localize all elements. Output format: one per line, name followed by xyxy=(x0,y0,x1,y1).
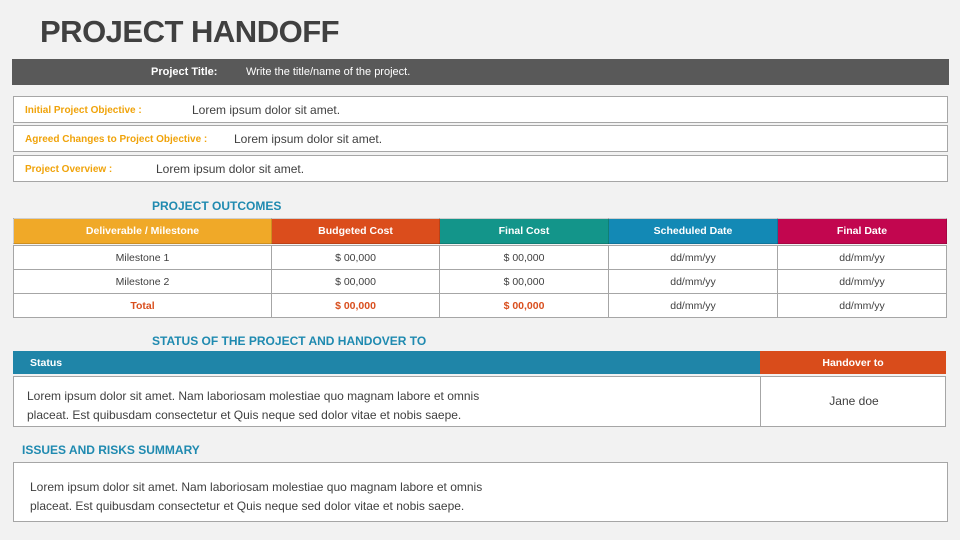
status-column-header: Status xyxy=(13,351,760,374)
project-overview-label: Project Overview : xyxy=(25,164,113,175)
status-text-line-1: Lorem ipsum dolor sit amet. Nam laboriosam molestiae quo magnam labore et omnis xyxy=(27,389,480,403)
cell-total-label: Total xyxy=(14,294,272,318)
status-header xyxy=(13,351,946,374)
project-title-bar xyxy=(12,59,949,85)
project-overview-value[interactable]: Lorem ipsum dolor sit amet. xyxy=(156,162,305,176)
cell-final-date[interactable]: dd/mm/yy xyxy=(778,246,947,270)
initial-objective-label: Initial Project Objective : xyxy=(25,105,142,116)
status-text-line-2: placeat. Est quibusdam consectetur et Quis neque sed dolor vitae et nobis saepe. xyxy=(27,408,462,422)
cell-final-date[interactable]: dd/mm/yy xyxy=(778,270,947,294)
cell-total-final-cost[interactable]: $ 00,000 xyxy=(440,294,609,318)
project-title-value[interactable]: Write the title/name of the project. xyxy=(246,66,411,78)
cell-budgeted-cost[interactable]: $ 00,000 xyxy=(272,270,440,294)
issues-text[interactable] xyxy=(30,478,590,516)
cell-budgeted-cost[interactable]: $ 00,000 xyxy=(272,246,440,270)
handover-to-name[interactable]: Jane doe xyxy=(829,394,879,408)
handover-column-header: Handover to xyxy=(760,351,946,374)
outcomes-table xyxy=(13,218,947,318)
agreed-changes-row xyxy=(13,125,948,152)
page-title: PROJECT HANDOFF xyxy=(40,14,340,49)
cell-total-final-date[interactable]: dd/mm/yy xyxy=(778,294,947,318)
status-body xyxy=(13,376,946,427)
column-header-scheduled-date: Scheduled Date xyxy=(609,219,778,244)
cell-total-budgeted-cost[interactable]: $ 00,000 xyxy=(272,294,440,318)
table-row xyxy=(14,246,947,270)
outcomes-heading: PROJECT OUTCOMES xyxy=(152,199,282,213)
initial-objective-row xyxy=(13,96,948,123)
column-header-deliverable: Deliverable / Milestone xyxy=(14,219,272,244)
status-heading: STATUS OF THE PROJECT AND HANDOVER TO xyxy=(152,334,427,348)
table-row-total xyxy=(14,294,947,318)
cell-scheduled-date[interactable]: dd/mm/yy xyxy=(609,270,778,294)
issues-heading: ISSUES AND RISKS SUMMARY xyxy=(22,443,200,457)
status-text[interactable] xyxy=(27,387,587,425)
table-row xyxy=(14,270,947,294)
column-header-budgeted-cost: Budgeted Cost xyxy=(272,219,440,244)
cell-deliverable[interactable]: Milestone 1 xyxy=(14,246,272,270)
column-header-final-cost: Final Cost xyxy=(440,219,609,244)
project-title-label: Project Title: xyxy=(151,66,218,78)
column-header-final-date: Final Date xyxy=(778,219,947,244)
issues-text-line-2: placeat. Est quibusdam consectetur et Quis neque sed dolor vitae et nobis saepe. xyxy=(30,499,465,513)
cell-scheduled-date[interactable]: dd/mm/yy xyxy=(609,246,778,270)
agreed-changes-value[interactable]: Lorem ipsum dolor sit amet. xyxy=(234,132,383,146)
project-overview-row xyxy=(13,155,948,182)
agreed-changes-label: Agreed Changes to Project Objective : xyxy=(25,134,208,145)
issues-body xyxy=(13,462,948,522)
issues-text-line-1: Lorem ipsum dolor sit amet. Nam laboriosam molestiae quo magnam labore et omnis xyxy=(30,480,483,494)
initial-objective-value[interactable]: Lorem ipsum dolor sit amet. xyxy=(192,103,341,117)
cell-deliverable[interactable]: Milestone 2 xyxy=(14,270,272,294)
cell-final-cost[interactable]: $ 00,000 xyxy=(440,246,609,270)
cell-total-scheduled-date[interactable]: dd/mm/yy xyxy=(609,294,778,318)
cell-final-cost[interactable]: $ 00,000 xyxy=(440,270,609,294)
